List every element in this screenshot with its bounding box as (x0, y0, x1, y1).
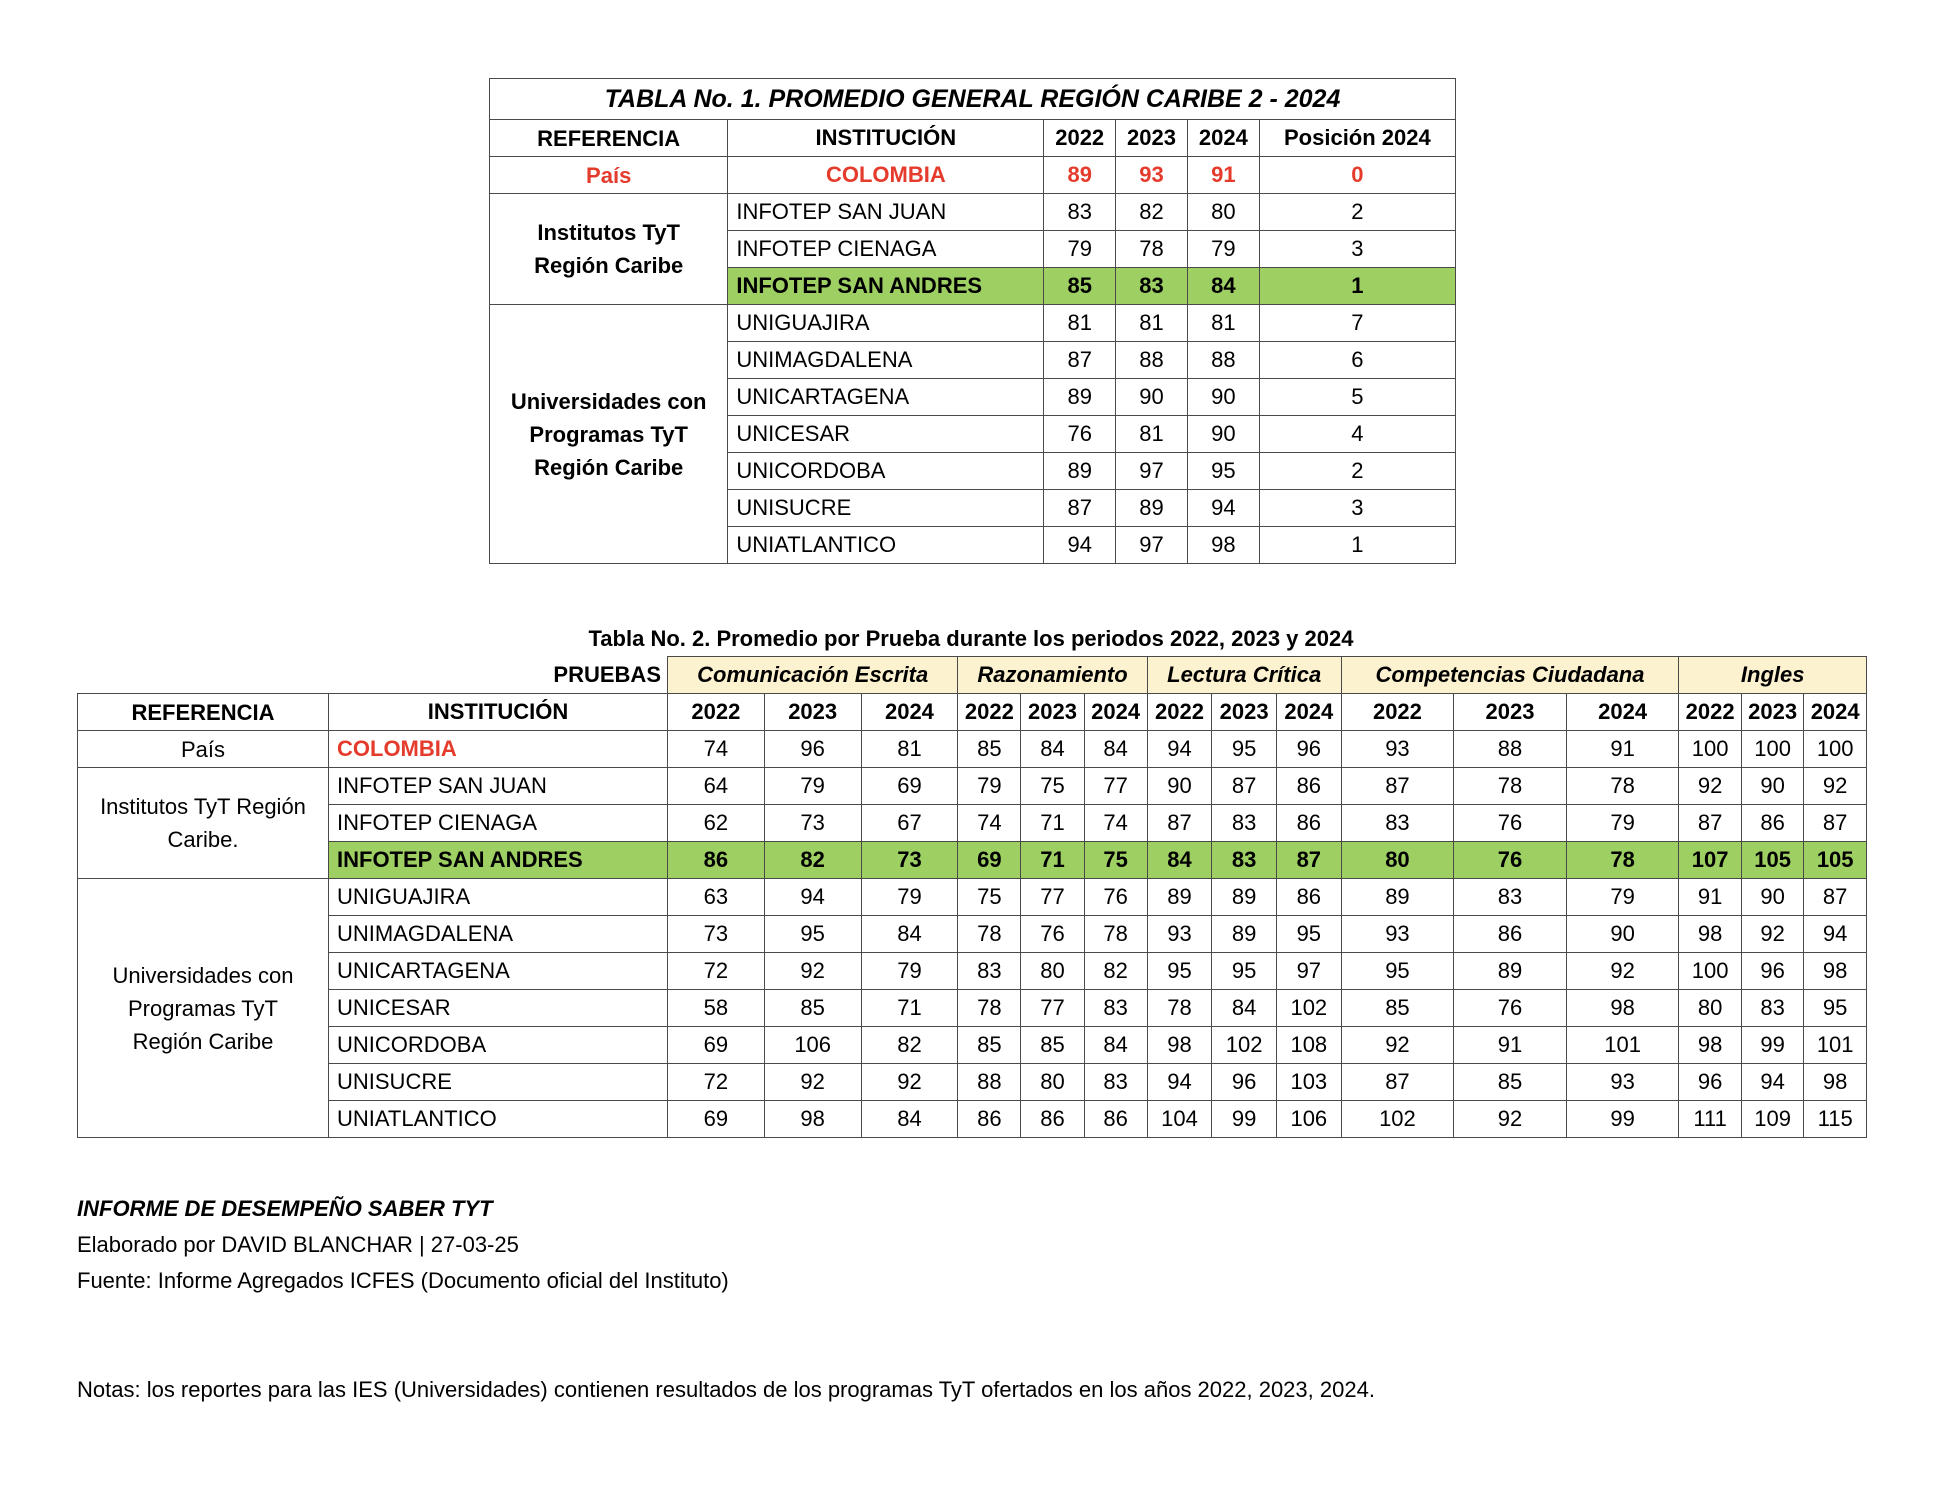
cell-value: 83 (1084, 990, 1147, 1027)
cell-value: 87 (1804, 879, 1867, 916)
cell-value: 73 (668, 916, 765, 953)
cell-value: 82 (1116, 194, 1188, 231)
cell-value: 95 (1147, 953, 1212, 990)
cell-posicion: 2 (1259, 453, 1455, 490)
cell-value: 84 (861, 1101, 958, 1138)
cell-value: 93 (1116, 157, 1188, 194)
cell-value: 106 (764, 1027, 861, 1064)
cell-value: 100 (1679, 953, 1741, 990)
cell-value: 86 (1276, 879, 1341, 916)
cell-value: 106 (1276, 1101, 1341, 1138)
cell-institucion: UNICORDOBA (329, 1027, 668, 1064)
header-referencia: REFERENCIA (78, 694, 329, 731)
cell-value: 92 (1341, 1027, 1454, 1064)
table-row (78, 1101, 1867, 1138)
cell-value: 71 (1021, 805, 1084, 842)
cell-value: 87 (1679, 805, 1741, 842)
cell-institucion: UNICARTAGENA (728, 379, 1044, 416)
cell-value: 93 (1341, 731, 1454, 768)
cell-value: 91 (1454, 1027, 1567, 1064)
cell-value: 71 (861, 990, 958, 1027)
cell-value: 98 (1566, 990, 1679, 1027)
cell-value: 80 (1021, 953, 1084, 990)
cell-value: 91 (1187, 157, 1259, 194)
cell-value: 72 (668, 953, 765, 990)
cell-value: 92 (764, 953, 861, 990)
cell-value: 107 (1679, 842, 1741, 879)
header-year: 2024 (1276, 694, 1341, 731)
cell-posicion: 2 (1259, 194, 1455, 231)
prueba-razonamiento: Razonamiento (958, 657, 1147, 694)
cell-value: 100 (1679, 731, 1741, 768)
cell-value: 100 (1741, 731, 1803, 768)
prueba-lectura-critica: Lectura Crítica (1147, 657, 1341, 694)
cell-value: 86 (1084, 1101, 1147, 1138)
cell-value: 83 (1212, 805, 1277, 842)
cell-value: 77 (1084, 768, 1147, 805)
cell-institucion: UNIGUAJIRA (329, 879, 668, 916)
cell-value: 98 (764, 1101, 861, 1138)
cell-value: 83 (1084, 1064, 1147, 1101)
cell-value: 90 (1741, 768, 1803, 805)
table-row (78, 990, 1867, 1027)
cell-value: 79 (1187, 231, 1259, 268)
cell-value: 93 (1341, 916, 1454, 953)
cell-referencia: Universidades con Programas TyT Región Caribe (490, 305, 728, 564)
cell-value: 90 (1116, 379, 1188, 416)
cell-posicion: 3 (1259, 231, 1455, 268)
cell-value: 78 (1147, 990, 1212, 1027)
header-institucion: INSTITUCIÓN (329, 694, 668, 731)
header-year: 2023 (1741, 694, 1803, 731)
cell-value: 84 (1021, 731, 1084, 768)
cell-value: 96 (764, 731, 861, 768)
cell-value: 94 (1187, 490, 1259, 527)
table-row (78, 842, 1867, 879)
cell-posicion: 6 (1259, 342, 1455, 379)
cell-value: 99 (1566, 1101, 1679, 1138)
report-source: Fuente: Informe Agregados ICFES (Documento oficial del Instituto) (77, 1268, 729, 1293)
cell-value: 102 (1212, 1027, 1277, 1064)
cell-referencia: Institutos TyT Región Caribe. (78, 768, 329, 879)
cell-value: 84 (1147, 842, 1212, 879)
prueba-competencias-ciudadana: Competencias Ciudadana (1341, 657, 1679, 694)
cell-value: 88 (1187, 342, 1259, 379)
cell-institucion: INFOTEP SAN ANDRES (728, 268, 1044, 305)
cell-value: 87 (1804, 805, 1867, 842)
cell-value: 69 (668, 1027, 765, 1064)
header-year: 2024 (861, 694, 958, 731)
cell-value: 101 (1566, 1027, 1679, 1064)
cell-value: 86 (668, 842, 765, 879)
cell-referencia: País (78, 731, 329, 768)
cell-institucion: UNIGUAJIRA (728, 305, 1044, 342)
table-row (78, 1064, 1867, 1101)
cell-value: 63 (668, 879, 765, 916)
cell-value: 96 (1212, 1064, 1277, 1101)
cell-value: 95 (1276, 916, 1341, 953)
prueba-ingles: Ingles (1679, 657, 1867, 694)
cell-value: 76 (1454, 842, 1567, 879)
cell-posicion: 7 (1259, 305, 1455, 342)
table1-title: TABLA No. 1. PROMEDIO GENERAL REGIÓN CARIBE 2 - 2024 (490, 79, 1456, 120)
header-2023: 2023 (1116, 120, 1188, 157)
cell-institucion: INFOTEP SAN ANDRES (329, 842, 668, 879)
report-notes: Notas: los reportes para las IES (Universidades) contienen resultados de los programas TyT ofertados en los años 2022, 2023, 2024. (77, 1377, 1375, 1402)
cell-value: 115 (1804, 1101, 1867, 1138)
report-title: INFORME DE DESEMPEÑO SABER TYT (77, 1196, 493, 1221)
cell-value: 89 (1116, 490, 1188, 527)
header-year: 2024 (1804, 694, 1867, 731)
cell-value: 111 (1679, 1101, 1741, 1138)
cell-value: 89 (1147, 879, 1212, 916)
prueba-comunicacion-escrita: Comunicación Escrita (668, 657, 958, 694)
cell-value: 95 (1212, 953, 1277, 990)
cell-value: 94 (764, 879, 861, 916)
cell-referencia: Institutos TyT Región Caribe (490, 194, 728, 305)
table2-caption: Tabla No. 2. Promedio por Prueba durante los periodos 2022, 2023 y 2024 (588, 626, 1354, 651)
cell-value: 69 (861, 768, 958, 805)
cell-value: 76 (1044, 416, 1116, 453)
cell-value: 108 (1276, 1027, 1341, 1064)
cell-institucion: INFOTEP CIENAGA (728, 231, 1044, 268)
cell-value: 88 (1454, 731, 1567, 768)
header-year: 2022 (1341, 694, 1454, 731)
cell-value: 83 (1044, 194, 1116, 231)
cell-value: 79 (1566, 805, 1679, 842)
cell-institucion: COLOMBIA (329, 731, 668, 768)
cell-value: 92 (1804, 768, 1867, 805)
cell-value: 74 (958, 805, 1021, 842)
cell-value: 95 (1804, 990, 1867, 1027)
cell-value: 82 (1084, 953, 1147, 990)
cell-institucion: UNICESAR (329, 990, 668, 1027)
cell-value: 89 (1212, 879, 1277, 916)
cell-value: 90 (1741, 879, 1803, 916)
table-row (490, 194, 1456, 231)
header-year: 2022 (668, 694, 765, 731)
table-row (78, 805, 1867, 842)
cell-value: 93 (1147, 916, 1212, 953)
cell-value: 86 (958, 1101, 1021, 1138)
cell-value: 92 (764, 1064, 861, 1101)
cell-value: 100 (1804, 731, 1867, 768)
cell-value: 73 (861, 842, 958, 879)
cell-value: 92 (1741, 916, 1803, 953)
cell-value: 99 (1212, 1101, 1277, 1138)
cell-value: 87 (1044, 490, 1116, 527)
table-row (490, 305, 1456, 342)
header-year: 2024 (1084, 694, 1147, 731)
cell-value: 98 (1187, 527, 1259, 564)
cell-value: 79 (958, 768, 1021, 805)
cell-value: 77 (1021, 990, 1084, 1027)
cell-value: 88 (1116, 342, 1188, 379)
cell-value: 84 (1212, 990, 1277, 1027)
cell-value: 94 (1147, 1064, 1212, 1101)
cell-value: 84 (1187, 268, 1259, 305)
cell-value: 87 (1212, 768, 1277, 805)
cell-value: 85 (958, 731, 1021, 768)
cell-value: 72 (668, 1064, 765, 1101)
cell-value: 109 (1741, 1101, 1803, 1138)
cell-value: 79 (861, 879, 958, 916)
cell-value: 76 (1454, 990, 1567, 1027)
cell-institucion: UNIATLANTICO (329, 1101, 668, 1138)
cell-value: 98 (1679, 1027, 1741, 1064)
pruebas-label: PRUEBAS (553, 661, 661, 687)
cell-value: 75 (958, 879, 1021, 916)
header-2022: 2022 (1044, 120, 1116, 157)
header-year: 2023 (1454, 694, 1567, 731)
table-promedio-general (489, 78, 1456, 564)
cell-value: 85 (764, 990, 861, 1027)
cell-value: 80 (1187, 194, 1259, 231)
cell-institucion: UNICESAR (728, 416, 1044, 453)
cell-value: 86 (1021, 1101, 1084, 1138)
cell-value: 83 (1741, 990, 1803, 1027)
cell-value: 79 (861, 953, 958, 990)
cell-institucion: INFOTEP SAN JUAN (329, 768, 668, 805)
cell-value: 80 (1341, 842, 1454, 879)
cell-value: 94 (1804, 916, 1867, 953)
cell-value: 83 (1116, 268, 1188, 305)
cell-value: 69 (958, 842, 1021, 879)
cell-posicion: 5 (1259, 379, 1455, 416)
cell-institucion: INFOTEP CIENAGA (329, 805, 668, 842)
cell-institucion: UNICARTAGENA (329, 953, 668, 990)
table-row (78, 953, 1867, 990)
cell-value: 86 (1454, 916, 1567, 953)
cell-value: 102 (1341, 1101, 1454, 1138)
header-year: 2023 (1021, 694, 1084, 731)
cell-institucion: UNIMAGDALENA (329, 916, 668, 953)
header-2024: 2024 (1187, 120, 1259, 157)
cell-value: 92 (861, 1064, 958, 1101)
cell-value: 84 (1084, 731, 1147, 768)
cell-posicion: 0 (1259, 157, 1455, 194)
cell-value: 81 (1044, 305, 1116, 342)
cell-value: 86 (1741, 805, 1803, 842)
table2-header-row (78, 694, 1867, 731)
cell-value: 87 (1276, 842, 1341, 879)
table-row (78, 879, 1867, 916)
cell-value: 96 (1679, 1064, 1741, 1101)
cell-value: 77 (1021, 879, 1084, 916)
cell-value: 78 (1566, 842, 1679, 879)
header-posicion: Posición 2024 (1259, 120, 1455, 157)
cell-institucion: UNISUCRE (728, 490, 1044, 527)
cell-posicion: 3 (1259, 490, 1455, 527)
cell-value: 94 (1147, 731, 1212, 768)
cell-value: 94 (1044, 527, 1116, 564)
cell-value: 98 (1804, 953, 1867, 990)
cell-value: 85 (1021, 1027, 1084, 1064)
report-author: Elaborado por DAVID BLANCHAR | 27-03-25 (77, 1232, 519, 1257)
cell-value: 78 (958, 990, 1021, 1027)
cell-value: 87 (1341, 768, 1454, 805)
cell-value: 75 (1084, 842, 1147, 879)
cell-value: 95 (1187, 453, 1259, 490)
cell-value: 95 (764, 916, 861, 953)
table-promedio-por-prueba (77, 656, 1867, 1138)
cell-value: 90 (1566, 916, 1679, 953)
table-row-country (490, 157, 1456, 194)
header-year: 2022 (1147, 694, 1212, 731)
cell-value: 81 (1116, 305, 1188, 342)
cell-value: 78 (958, 916, 1021, 953)
cell-value: 88 (958, 1064, 1021, 1101)
cell-value: 87 (1341, 1064, 1454, 1101)
cell-value: 64 (668, 768, 765, 805)
cell-value: 86 (1276, 805, 1341, 842)
cell-value: 83 (958, 953, 1021, 990)
cell-value: 85 (1454, 1064, 1567, 1101)
cell-value: 89 (1341, 879, 1454, 916)
cell-value: 98 (1804, 1064, 1867, 1101)
cell-value: 82 (764, 842, 861, 879)
cell-value: 94 (1741, 1064, 1803, 1101)
cell-value: 105 (1804, 842, 1867, 879)
cell-value: 92 (1679, 768, 1741, 805)
cell-value: 86 (1276, 768, 1341, 805)
cell-value: 105 (1741, 842, 1803, 879)
cell-value: 83 (1212, 842, 1277, 879)
cell-value: 90 (1187, 379, 1259, 416)
cell-value: 79 (764, 768, 861, 805)
header-institucion: INSTITUCIÓN (728, 120, 1044, 157)
cell-value: 90 (1147, 768, 1212, 805)
cell-value: 83 (1341, 805, 1454, 842)
cell-value: 96 (1276, 731, 1341, 768)
cell-value: 79 (1566, 879, 1679, 916)
header-year: 2024 (1566, 694, 1679, 731)
cell-value: 81 (861, 731, 958, 768)
cell-value: 97 (1116, 453, 1188, 490)
cell-value: 102 (1276, 990, 1341, 1027)
cell-value: 93 (1566, 1064, 1679, 1101)
cell-value: 89 (1044, 379, 1116, 416)
cell-value: 96 (1741, 953, 1803, 990)
header-year: 2022 (958, 694, 1021, 731)
cell-posicion: 1 (1259, 527, 1455, 564)
cell-value: 92 (1454, 1101, 1567, 1138)
cell-value: 90 (1187, 416, 1259, 453)
table-row-country (78, 731, 1867, 768)
cell-posicion: 4 (1259, 416, 1455, 453)
cell-value: 89 (1454, 953, 1567, 990)
cell-referencia: País (490, 157, 728, 194)
cell-value: 95 (1341, 953, 1454, 990)
pruebas-row (78, 657, 1867, 694)
cell-value: 78 (1084, 916, 1147, 953)
cell-institucion: UNISUCRE (329, 1064, 668, 1101)
cell-value: 82 (861, 1027, 958, 1064)
cell-value: 87 (1044, 342, 1116, 379)
cell-value: 76 (1454, 805, 1567, 842)
cell-value: 78 (1566, 768, 1679, 805)
cell-value: 97 (1116, 527, 1188, 564)
cell-value: 98 (1147, 1027, 1212, 1064)
cell-value: 89 (1044, 453, 1116, 490)
cell-value: 89 (1044, 157, 1116, 194)
cell-value: 58 (668, 990, 765, 1027)
cell-value: 85 (958, 1027, 1021, 1064)
cell-value: 79 (1044, 231, 1116, 268)
header-referencia: REFERENCIA (490, 120, 728, 157)
cell-institucion: COLOMBIA (728, 157, 1044, 194)
cell-value: 69 (668, 1101, 765, 1138)
cell-value: 78 (1116, 231, 1188, 268)
header-year: 2022 (1679, 694, 1741, 731)
cell-value: 98 (1679, 916, 1741, 953)
cell-value: 85 (1044, 268, 1116, 305)
cell-posicion: 1 (1259, 268, 1455, 305)
cell-value: 103 (1276, 1064, 1341, 1101)
cell-value: 78 (1454, 768, 1567, 805)
header-year: 2023 (1212, 694, 1277, 731)
cell-value: 104 (1147, 1101, 1212, 1138)
cell-value: 99 (1741, 1027, 1803, 1064)
cell-value: 81 (1187, 305, 1259, 342)
cell-institucion: INFOTEP SAN JUAN (728, 194, 1044, 231)
cell-value: 89 (1212, 916, 1277, 953)
cell-value: 75 (1021, 768, 1084, 805)
cell-referencia: Universidades con Programas TyT Región Caribe (78, 879, 329, 1138)
cell-value: 80 (1021, 1064, 1084, 1101)
cell-value: 101 (1804, 1027, 1867, 1064)
cell-value: 87 (1147, 805, 1212, 842)
cell-value: 95 (1212, 731, 1277, 768)
cell-value: 83 (1454, 879, 1567, 916)
cell-value: 74 (668, 731, 765, 768)
cell-institucion: UNICORDOBA (728, 453, 1044, 490)
cell-value: 84 (1084, 1027, 1147, 1064)
cell-value: 71 (1021, 842, 1084, 879)
cell-value: 76 (1021, 916, 1084, 953)
cell-institucion: UNIMAGDALENA (728, 342, 1044, 379)
table-row (78, 768, 1867, 805)
cell-value: 80 (1679, 990, 1741, 1027)
cell-value: 91 (1566, 731, 1679, 768)
cell-value: 84 (861, 916, 958, 953)
cell-institucion: UNIATLANTICO (728, 527, 1044, 564)
cell-value: 62 (668, 805, 765, 842)
cell-value: 91 (1679, 879, 1741, 916)
cell-value: 67 (861, 805, 958, 842)
table-row (78, 916, 1867, 953)
table-row (78, 1027, 1867, 1064)
cell-value: 76 (1084, 879, 1147, 916)
cell-value: 92 (1566, 953, 1679, 990)
cell-value: 85 (1341, 990, 1454, 1027)
table1-header-row (490, 120, 1456, 157)
header-year: 2023 (764, 694, 861, 731)
cell-value: 81 (1116, 416, 1188, 453)
cell-value: 74 (1084, 805, 1147, 842)
cell-value: 97 (1276, 953, 1341, 990)
cell-value: 73 (764, 805, 861, 842)
